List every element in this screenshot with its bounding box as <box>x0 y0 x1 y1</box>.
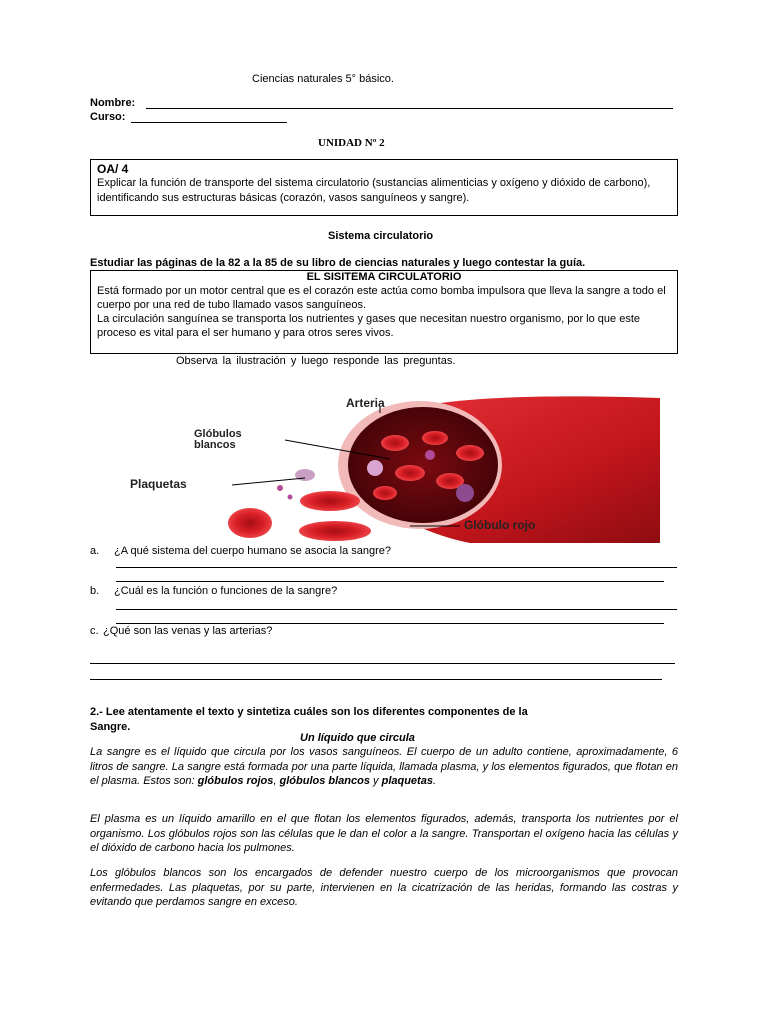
reading-title: Un líquido que circula <box>300 732 415 744</box>
reading-p1-term-platelets: plaquetas <box>381 775 433 787</box>
info-box <box>90 270 678 354</box>
label-globulos-blancos-line1: Glóbulos <box>194 428 242 440</box>
platelet-outside <box>288 495 293 500</box>
curso-field-line[interactable] <box>131 122 287 123</box>
part2-heading-line1: 2.- Lee atentamente el texto y sintetiza cuáles son los diferentes componentes de la <box>90 706 528 718</box>
white-cell <box>456 484 474 502</box>
info-box-line2: La circulación sanguínea se transporta los nutrientes y gases que necesitan nuestro organismo, por lo que este proceso es vital para el ser humano y para otros seres vivos. <box>97 313 640 339</box>
nombre-label-text: Nombre: <box>90 97 136 109</box>
question-c-marker: c. <box>90 625 99 637</box>
nombre-field-line[interactable] <box>146 108 673 109</box>
white-cell <box>367 460 383 476</box>
study-instruction: Estudiar las páginas de la 82 a la 85 de su libro de ciencias naturales y luego contestar la guía. <box>90 257 586 269</box>
reading-p1-term-wbc: glóbulos blancos <box>279 775 370 787</box>
question-c <box>90 625 272 637</box>
reading-p1-and: y <box>369 775 382 787</box>
answer-c-line1[interactable] <box>90 663 675 664</box>
platelet <box>425 450 435 460</box>
part2-heading <box>90 705 690 735</box>
reading-paragraph-2: El plasma es un líquido amarillo en el que flotan los elementos figurados, además, transporta los nutrientes por el organismo. Los glóbulos rojos son las células que le dan el color a la sangre. Transportan el oxígeno hacia las células y el dióxido de carbono hacia los pulmones. <box>90 813 678 854</box>
answer-a-line1[interactable] <box>116 567 677 568</box>
oa-text: Explicar la función de transporte del sistema circulatorio (sustancias alimenticias y oxígeno y dióxido de carbono), identificando sus estructuras básicas (corazón, vasos sanguíneos y sangre). <box>97 177 651 204</box>
question-b <box>90 585 337 597</box>
oa-box <box>90 159 678 216</box>
section-title: Sistema circulatorio <box>328 230 434 242</box>
red-cell <box>456 445 484 461</box>
curso-label-text: Curso: <box>90 111 126 123</box>
info-box-title: EL SISITEMA CIRCULATORIO <box>306 271 462 283</box>
red-cell-outside <box>300 491 360 511</box>
red-cell-outside <box>228 508 272 538</box>
reading-p1-end: . <box>432 775 437 787</box>
part2-heading-line2: Sangre. <box>90 721 131 733</box>
info-box-line1: Está formado por un motor central que es el corazón este actúa como bomba impulsora que lleva la sangre a todo el cuerpo por una red de tubo llamado vasos sanguíneos. <box>97 285 666 311</box>
answer-b-line2[interactable] <box>116 623 664 624</box>
platelet-outside <box>295 469 315 481</box>
platelet-outside <box>277 485 283 491</box>
question-a-marker: a. <box>90 545 100 557</box>
question-a <box>90 545 391 557</box>
oa-code: OA/ 4 <box>97 162 129 176</box>
reading-p1-term-rbc: glóbulos rojos <box>197 775 274 787</box>
question-b-text: ¿Cuál es la función o funciones de la sangre? <box>114 585 338 597</box>
question-b-marker: b. <box>90 585 100 597</box>
question-c-text: ¿Qué son las venas y las arterias? <box>103 625 273 637</box>
answer-a-line2[interactable] <box>116 581 664 582</box>
reading-p1-sep: , <box>273 775 280 787</box>
subject-title: Ciencias naturales 5° básico. <box>252 73 394 85</box>
observe-instruction: Observa la ilustración y luego responde las preguntas. <box>176 355 456 367</box>
leader-plaquetas <box>232 478 305 485</box>
reading-paragraph-1 <box>90 745 678 789</box>
red-cell <box>395 465 425 481</box>
red-cell <box>422 431 448 445</box>
blood-vessel-illustration <box>90 393 660 543</box>
label-arteria: Arteria <box>346 396 385 410</box>
question-a-text: ¿A qué sistema del cuerpo humano se asocia la sangre? <box>114 545 391 557</box>
red-cell <box>373 486 397 500</box>
label-globulo-rojo: Glóbulo rojo <box>464 518 536 532</box>
blood-vessel-svg <box>90 393 660 543</box>
red-cell-outside <box>299 521 371 541</box>
answer-c-line2[interactable] <box>90 679 662 680</box>
label-globulos-blancos-line2: blancos <box>194 439 236 451</box>
label-plaquetas: Plaquetas <box>130 477 187 491</box>
reading-p1-text: La sangre es el líquido que circula por los vasos sanguíneos. El cuerpo de un adulto contiene, aproximadamente, 6 litros de sangre. La sangre está formada por una parte líquida, llamada plasma, y los elementos figurados, que flotan en el plasma. Estos son: <box>90 746 678 787</box>
nombre-label <box>90 97 135 109</box>
red-cell <box>381 435 409 451</box>
curso-label <box>90 111 125 123</box>
reading-paragraph-3: Los glóbulos blancos son los encargados de defender nuestro cuerpo de los microorganismos que provocan enfermedades. Las plaquetas, por su parte, intervienen en la cicatrización de las heridas, formando las costras y evitando que perdamos sangre en exceso. <box>90 867 678 908</box>
answer-b-line1[interactable] <box>116 609 677 610</box>
unit-title: UNIDAD Nº 2 <box>318 137 385 149</box>
label-globulos-blancos <box>194 429 242 451</box>
